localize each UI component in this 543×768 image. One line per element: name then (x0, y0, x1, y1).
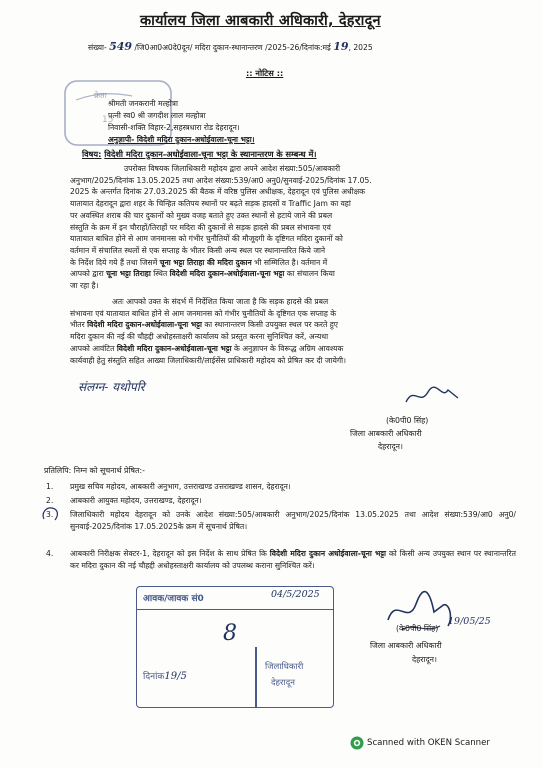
oken-scanner-logo-icon (350, 736, 364, 750)
p2-text: का स्थानान्तरण किसी उपयुक्त स्थल पर करते हुए (201, 320, 338, 330)
p1-line: यातायात बाधित होने से आम जनमानस को गंभीर चुनौतियों की मौजूदगी के दृष्टिगत मदिरा दुकानों को (70, 234, 343, 244)
p2-bold: विदेशी मदिरा दुकान-अधोईवाला-चूना भट्टा (87, 320, 202, 330)
p1-line: जा रहा है। (70, 281, 99, 291)
p1-line: 2025 के अन्तर्गत दिनांक 27.03.2025 की बैठक में वरिष्ठ पुलिस अधीक्षक, देहरादून एवं पुलिस अधीक्षक (70, 187, 365, 197)
p2-bold: विदेशी मदिरा दुकान-अधोईवाला-चूना भट्टा (116, 343, 232, 353)
dispatch-label: आवक/जावक सं0 (143, 594, 204, 604)
p1-text: का संचालन किया (284, 269, 335, 279)
p2-line (70, 343, 526, 355)
copy-item-number: 2. (46, 496, 54, 505)
paragraph-directive (70, 296, 526, 366)
office-title: कार्यालय जिला आबकारी अधिकारी, देहरादून (140, 13, 381, 29)
dispatch-date-label: दिनांक (143, 672, 165, 682)
addressee-name: श्रीमती जनकरानी मल्होत्रा (108, 99, 178, 108)
signatory-name: (के0पी0 सिंह) (386, 416, 429, 425)
copy-item-text-c: को किसी अन्य उपयुक्त स्थान पर स्थानान्तरित कर मदिरा दुकान की नई चौहद्दी अधोहस्ताक्षरी कार्यालय को उपलब्ध कराना सुनिश्चित करें। (70, 549, 516, 570)
p2-text: भीतर (70, 320, 85, 330)
svg-text:15: 15 (102, 115, 114, 125)
notice-heading: :: नोटिस :: (246, 68, 284, 78)
copy-item (46, 495, 516, 507)
p1-bold: विदेशी मदिरा दुकान-अधोईवाला-चूना भट्टा (169, 269, 285, 279)
p2-line: मदिरा दुकान की नई की चौहद्दी अधोहस्ताक्षरी कार्यालय को प्रस्तुत करना सुनिश्चित करें, अन्यथा (70, 332, 329, 342)
ref-year: , 2025 (348, 43, 373, 52)
dispatch-divider (255, 647, 257, 707)
paragraph-order-reference (70, 163, 526, 292)
svg-text:क्रेता: क्रेता (94, 91, 107, 100)
scanner-watermark: Scanned with OKEN Scanner (367, 738, 490, 748)
p1-text: स्थित (150, 269, 170, 279)
subject-text: विदेशी मदिरा दुकान-अधोईवाला-चूना भट्टा के स्थानान्तरण के सम्बन्ध में। (104, 149, 317, 159)
copy-item-number: 1. (46, 482, 54, 491)
p1-line: अनुभाग/2025/दिनांक 13.05.2025 तथा आदेश संख्या:539/आ0 अनु0/सुनवाई-2025/दिनांक 17.05. (70, 175, 372, 185)
copy-item (46, 481, 516, 493)
subject-label: विषय: (82, 149, 102, 159)
p1-line (70, 268, 526, 280)
signatory-designation: जिला आबकारी अधिकारी (350, 429, 422, 438)
signature-scribble-icon (402, 384, 462, 408)
copy-item (46, 509, 516, 545)
copy-item-number: 3. (46, 510, 54, 519)
signatory2-place: देहरादून। (412, 655, 437, 664)
signature2-hand-date: 19/05/25 (448, 616, 491, 627)
addressee-residence: निवासी-शक्ति विहार-2,सहस्त्रधारा रोड देहरादून। (108, 123, 240, 132)
handwritten-enclosure-note: संलग्न- यथोपरि (78, 380, 145, 394)
copy-item (46, 548, 516, 584)
signatory2-name: (के0पी0 सिंह) (396, 624, 439, 633)
ref-day-handwritten: 19 (333, 40, 349, 53)
copy-item-text (70, 548, 516, 571)
copy-item-text: आबकारी आयुक्त महोदय, उत्तराखण्ड, देहरादून। (70, 496, 202, 505)
p1-bold: चूना भट्टा तिराहा (106, 269, 151, 279)
p1-line: संस्तुति के क्रम में इन चौराहों/तिराहों पर मदिरा की दुकानों से सड़क हादसे की प्रबल संभावना एवं (70, 222, 331, 232)
dispatch-office-line1: जिलाधिकारी (265, 662, 304, 672)
copy-item-text-a: आबकारी निरीक्षक सेक्टर-1, देहरादून को इस निर्देश के साथ प्रेषित कि (70, 549, 270, 558)
p2-line: संभावना एवं यातायात बाधित होने से आम जनमानस को गंभीर चुनौतियों के दृष्टिगत एक सप्ताह के (70, 308, 337, 318)
copy-item-text: जिलाधिकारी महोदय देहरादून को उनके आदेश संख्या:505/आबकारी अनुभाग/2025/दिनांक 13.05.2025 तथा आदेश संख्या:539/आ0 अनु0/सुनवाई-2025/दिनांक 17.05.2025के क्रम में सूचनार्थ प्रेषित। (70, 510, 516, 531)
p1-line: वर्तमान में संचालित स्थलों से एक सप्ताह के भीतर किसी अन्य स्थल पर स्थानान्तरित किये जाने (70, 245, 326, 255)
addressee-relation: पत्नी स्व0 श्री जगदीश लाल मल्होत्रा (108, 111, 206, 120)
reference-line (88, 40, 373, 53)
addressee-licensee: अनुज्ञापी- विदेशी मदिरा दुकान-अधोईवाला-चूना भट्टा। (108, 135, 255, 144)
signatory2-designation: जिला आबकारी अधिकारी (370, 641, 442, 650)
ref-body: /जि0आ0अ0दे0दून/ मदिरा दुकान-स्थानान्तरण /2025-26/दिनांक:मई (134, 43, 331, 52)
p1-line: पर अवस्थित शराब की चार दुकानों को मुख्य वजह बताते हुए उक्त स्थानों से हटाये जाने की प्रबल (70, 210, 333, 220)
dispatch-office-line2: देहरादून (271, 678, 295, 688)
p1-text: आपको द्वारा (70, 269, 104, 279)
p1-line: उपरोक्त विषयक जिलाधिकारी महोदय द्वारा अपने आदेश संख्या:505/आबकारी (124, 164, 341, 173)
ref-prefix: संख्या- (88, 43, 107, 52)
p2-line (70, 319, 526, 331)
handwritten-circle-mark-icon (40, 505, 60, 525)
p2-text: आपको आवंटित (70, 343, 115, 353)
subject-line (82, 149, 317, 160)
dispatch-stamp (136, 586, 334, 708)
ref-number-handwritten: 549 (109, 40, 133, 53)
p2-line: अतः आपको उक्त के संदर्भ में निर्देशित किया जाता है कि सड़क हादसे की प्रबल (112, 297, 329, 306)
p1-line: यातायात देहरादून द्वारा शहर के चिन्हित कतिपय स्थानों पर बढ़ते सड़क हादसों व Traffic Jam का वहां (70, 199, 351, 209)
p1-bold: चूना भट्टा तिराहा की मदिरा दुकान (159, 257, 252, 267)
copy-item-number: 4. (46, 549, 54, 558)
signatory-place: देहरादून। (378, 442, 403, 451)
dispatch-hand-number: 8 (223, 621, 237, 646)
p2-line: कार्यवाही हेतु संस्तुति सहित आख्या जिलाधिकारी/लाईसेंस प्राधिकारी महोदय को प्रेषित कर दी जायेगी। (70, 355, 346, 365)
p2-text: के अनुज्ञापन के विरूद्ध अग्रिम आवश्यक (231, 343, 344, 353)
p1-line (70, 257, 526, 269)
copy-item-text: प्रमुख सचिव महोदय, आबकारी अनुभाग, उत्तराखण्ड उत्तराखण्ड शासन, देहरादून। (70, 482, 291, 491)
dispatch-hand-date: 04/5/2025 (271, 589, 320, 600)
copy-heading: प्रतिलिपि: निम्न को सूचनार्थ प्रेषित:- (44, 466, 145, 475)
p1-text: के निर्देश दिये गये हैं तथा जिसमें (70, 257, 158, 267)
dispatch-date-hand: 19/5 (164, 671, 187, 682)
copy-item-bold: विदेशी मदिरा दुकान अधोईवाला-चूना भट्टा (269, 549, 387, 558)
p1-text: भी सम्मिलित है। वर्तमान में (251, 257, 328, 267)
dispatch-date-row (143, 669, 187, 682)
